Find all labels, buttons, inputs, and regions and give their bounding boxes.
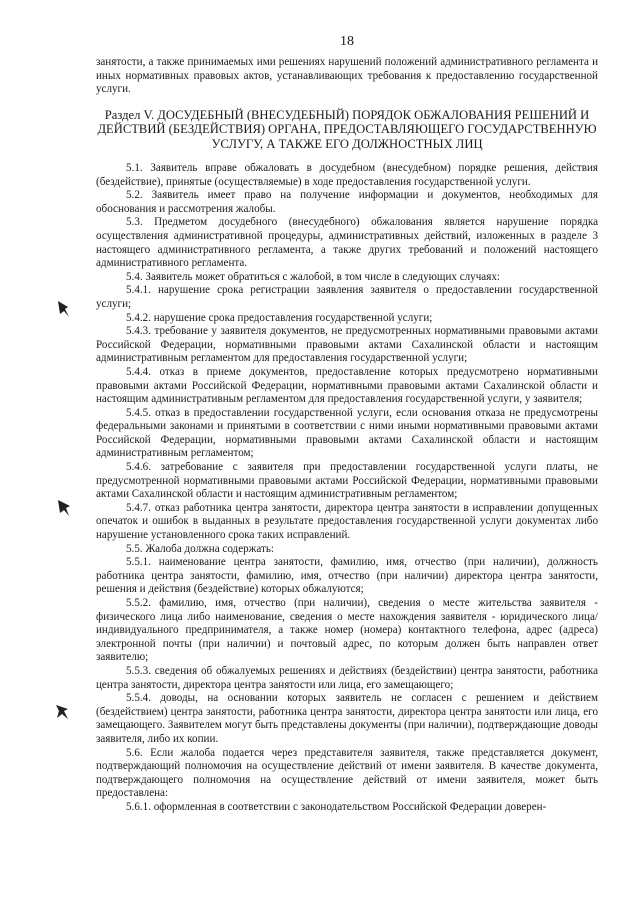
paragraph-5-4-5: 5.4.5. отказ в предоставлении государственной услуги, если основания отказа не предусмотрены федеральными законами и принятыми в соответствии с ними иными нормативными правовыми актами Российской Федерации, нормативными правовыми актами Сахалинской области и настоящим административным регламентом; (96, 406, 598, 460)
punch-mark-icon (54, 700, 72, 722)
paragraph-list (96, 162, 598, 815)
paragraph-5-5-3: 5.5.3. сведения об обжалуемых решениях и действиях (бездействии) центра занятости, работника центра занятости, директора центра занятости или лица, его замещающего; (96, 664, 598, 691)
paragraph-5-5-4: 5.5.4. доводы, на основании которых заявитель не согласен с решением и действием (бездействием) центра занятости, работника центра занятости, директора центра занятости или лица, его замещающего. Заявителем могут быть представлены документы (при наличии), подтверждающие доводы заявителя, либо их копии. (96, 692, 598, 745)
paragraph-5-1: 5.1. Заявитель вправе обжаловать в досудебном (внесудебном) порядке решения, действия (бездействие), принятые (осуществляемые) в ходе предоставления государственной услуги. (96, 162, 598, 188)
paragraph-5-5: 5.5. Жалоба должна содержать: (126, 542, 274, 555)
paragraph-5-4: 5.4. Заявитель может обратиться с жалобой, в том числе в следующих случаях: (126, 270, 500, 283)
paragraph-5-6-1: 5.6.1. оформленная в соответствии с законодательством Российской Федерации доверен- (126, 800, 547, 813)
paragraph-5-6: 5.6. Если жалоба подается через представителя заявителя, также представляется документ, подтверждающий полномочия на осуществление действий от имени заявителя. В качестве документа, подтверждающего полномочия на осуществление действий от имени заявителя, может быть предоставлена: (96, 746, 598, 800)
page-number: 18 (340, 34, 354, 49)
section-heading: Раздел V. ДОСУДЕБНЫЙ (ВНЕСУДЕБНЫЙ) ПОРЯДОК ОБЖАЛОВАНИЯ РЕШЕНИЙ И ДЕЙСТВИЙ (БЕЗДЕЙСТВИЯ) ОРГАНА, ПРЕДОСТАВЛЯЮЩЕГО ГОСУДАРСТВЕННУЮ УСЛУГУ, А ТАКЖЕ ЕГО ДОЛЖНОСТНЫХ ЛИЦ (97, 107, 597, 151)
paragraph-5-4-6: 5.4.6. затребование с заявителя при предоставлении государственной услуги платы, не предусмотренной нормативными правовыми актами Российской Федерации, нормативными правовыми актами Сахалинской области и настоящим административным регламентом; (96, 461, 598, 501)
paragraph-5-4-7: 5.4.7. отказ работника центра занятости, директора центра занятости в исправлении допущенных опечаток и ошибок в выданных в результате предоставления государственной услуги документах либо нарушение установленного срока таких исправлений. (96, 501, 598, 542)
document-page (96, 34, 598, 815)
paragraph-5-4-1: 5.4.1. нарушение срока регистрации заявления заявителя о предоставлении государственной услуги; (96, 284, 598, 310)
paragraph-5-4-4: 5.4.4. отказ в приеме документов, предоставление которых предусмотрено нормативными правовыми актами Российской Федерации, нормативными правовыми актами Сахалинской области и настоящим административным регламентом для предоставления государственной услуги, у заявителя; (96, 365, 598, 406)
paragraph-5-4-3: 5.4.3. требование у заявителя документов, не предусмотренных нормативными правовыми актами Российской Федерации, нормативными правовыми актами Сахалинской области и настоящим административным регламентом для предоставления государственной услуги; (96, 325, 598, 365)
punch-mark-icon (56, 298, 72, 320)
paragraph-5-5-2: 5.5.2. фамилию, имя, отчество (при наличии), сведения о месте жительства заявителя - физического лица либо наименование, сведения о месте нахождения заявителя - юридического лица/индивидуального предпринимателя, а также номер (номера) контактного телефона, адрес (адреса) электронной почты (при наличии) и почтовый адрес, по которым должен быть направлен ответ заявителю; (96, 597, 598, 664)
paragraph-5-3: 5.3. Предметом досудебного (внесудебного) обжалования является нарушение порядка осуществления административной процедуры, административных действий, изложенных в разделе 3 настоящего административного регламента, а также других требований и положений настоящего административного регламента. (96, 216, 598, 270)
punch-mark-icon (57, 496, 73, 518)
intro-paragraph: занятости, а также принимаемых ими решениях нарушений положений административного регламента и иных нормативных правовых актов, устанавливающих требования к предоставлению государственной услуги. (96, 56, 598, 96)
paragraph-5-5-1: 5.5.1. наименование центра занятости, фамилию, имя, отчество (при наличии), должность работника центра занятости, фамилию, имя, отчество (при наличии) директора центра занятости, решения и действия (бездействие) которых обжалуются; (96, 556, 598, 596)
paragraph-5-2: 5.2. Заявитель имеет право на получение информации и документов, необходимых для обоснования и рассмотрения жалобы. (96, 189, 598, 215)
paragraph-5-4-2: 5.4.2. нарушение срока предоставления государственной услуги; (126, 311, 433, 324)
